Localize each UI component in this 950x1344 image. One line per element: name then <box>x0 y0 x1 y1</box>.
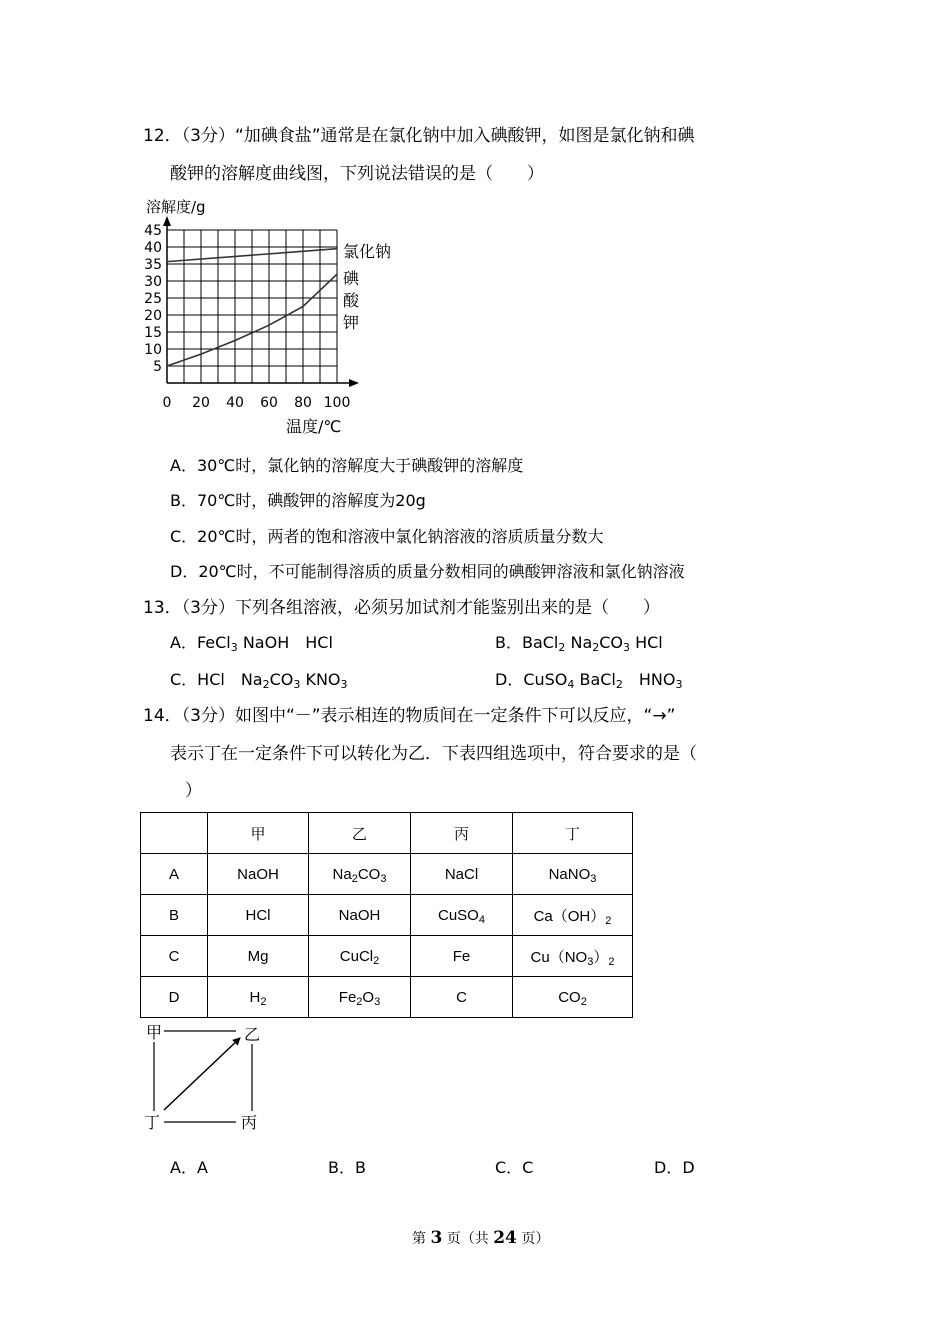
x-tick-label: 40 <box>226 395 244 411</box>
y-tick-label: 30 <box>144 274 162 290</box>
table-cell: B <box>141 895 208 936</box>
q13-option-b: B．BaCl$_2$ $Na_2CO_3$ HCl <box>495 633 663 654</box>
y-tick-label: 20 <box>144 308 162 324</box>
x-tick-label: 100 <box>323 395 351 411</box>
table-row <box>141 854 633 895</box>
y-axis-arrow <box>163 216 171 226</box>
page-number: 3 <box>430 1228 443 1248</box>
solubility-chart <box>140 195 410 440</box>
x-tick-label: 80 <box>294 395 312 411</box>
header-cell: 甲 <box>208 813 309 854</box>
table-cell: $Ca(OH)_2$ <box>513 895 633 936</box>
y-tick-label: 15 <box>144 325 162 341</box>
header-cell <box>141 813 208 854</box>
q14-answer-d: D．D <box>654 1158 695 1177</box>
q12-stem-line1: 12．（3分）“加碘食盐”通常是在氯化钠中加入碘酸钾，如图是氯化钠和碘 <box>143 126 695 146</box>
table-row <box>141 895 633 936</box>
table-cell: $Cu(NO_3)_2$ <box>513 936 633 977</box>
q14-answer-b: B．B <box>328 1158 366 1177</box>
arrow-ding-to-yi <box>164 1038 240 1110</box>
table-cell: $H_2$ <box>208 977 309 1018</box>
table-cell: D <box>141 977 208 1018</box>
table-cell: NaNO$_3$ <box>513 854 633 895</box>
table-cell: $Na_2CO_3$ <box>309 854 411 895</box>
node-jia: 甲 <box>146 1023 163 1042</box>
node-yi: 乙 <box>244 1025 261 1044</box>
y-tick-label: 45 <box>144 223 162 239</box>
q13-option-d: D．CuSO$_4$ BaCl$_2$ $HNO_3$ <box>495 670 683 691</box>
chart-axes <box>163 216 359 387</box>
y-tick-label: 35 <box>144 257 162 273</box>
x-tick-label: 0 <box>162 395 172 411</box>
q12-option-c: C．20℃时，两者的饱和溶液中氯化钠溶液的溶质质量分数大 <box>170 527 604 546</box>
table-cell: CuSO$_4$ <box>411 895 513 936</box>
kio3-label-char-1: 碘 <box>343 269 360 288</box>
q14-stem-line3: ） <box>185 781 202 801</box>
table-cell: CuCl$_2$ <box>309 936 411 977</box>
kio3-label-char-3: 钾 <box>343 313 360 332</box>
table-cell: NaOH <box>309 895 411 936</box>
q12-option-b: B．70℃时，碘酸钾的溶解度为20g <box>170 491 426 510</box>
header-cell: 乙 <box>309 813 411 854</box>
q13-stem: 13．（3分）下列各组溶液，必须另加试剂才能鉴别出来的是（ ） <box>143 598 660 618</box>
chart-grid <box>167 230 337 383</box>
table-cell: NaCl <box>411 854 513 895</box>
q14-answer-c: C．C <box>495 1158 534 1177</box>
table-row <box>141 977 633 1018</box>
table-cell: $CO_2$ <box>513 977 633 1018</box>
y-tick-label: 40 <box>144 240 162 256</box>
x-axis-arrow <box>349 379 359 387</box>
y-tick-label: 25 <box>144 291 162 307</box>
q14-stem-line1: 14．（3分）如图中“－”表示相连的物质间在一定条件下可以反应，“→” <box>143 706 676 726</box>
node-bing: 丙 <box>241 1113 258 1132</box>
node-ding: 丁 <box>144 1113 161 1132</box>
q14-answer-a: A．A <box>170 1158 208 1177</box>
table-cell: A <box>141 854 208 895</box>
nacl-curve-label: 氯化钠 <box>343 242 392 261</box>
header-cell: 丁 <box>513 813 633 854</box>
table-cell: C <box>141 936 208 977</box>
table-cell: NaOH <box>208 854 309 895</box>
kio3-label-char-2: 酸 <box>343 291 360 310</box>
y-axis-label: 溶解度/g <box>146 198 206 216</box>
q13-option-a: A．FeCl$_3$ NaOH HCl <box>170 633 333 654</box>
table-cell: C <box>411 977 513 1018</box>
q12-stem-line2: 酸钾的溶解度曲线图，下列说法错误的是（ ） <box>170 164 544 184</box>
x-tick-label: 60 <box>260 395 278 411</box>
y-tick-label: 10 <box>144 342 162 358</box>
q13-option-c: C．HCl $Na_2CO_3$ $KNO_3$ <box>170 670 348 691</box>
header-cell: 丙 <box>411 813 513 854</box>
table-cell: $Fe_2O_3$ <box>309 977 411 1018</box>
table-cell: HCl <box>208 895 309 936</box>
y-tick-label: 5 <box>153 359 162 375</box>
q14-options-table <box>140 812 633 1018</box>
table-cell: Fe <box>411 936 513 977</box>
x-axis-label: 温度/℃ <box>286 417 342 436</box>
reaction-diagram <box>140 1018 280 1138</box>
table-row <box>141 936 633 977</box>
q12-option-d: D．20℃时，不可能制得溶质的质量分数相同的碘酸钾溶液和氯化钠溶液 <box>170 562 685 581</box>
x-tick-label: 20 <box>192 395 210 411</box>
q12-option-a: A．30℃时，氯化钠的溶解度大于碘酸钾的溶解度 <box>170 456 524 475</box>
q14-stem-line2: 表示丁在一定条件下可以转化为乙．下表四组选项中，符合要求的是（ <box>170 744 697 764</box>
table-cell: Mg <box>208 936 309 977</box>
page-total: 24 <box>493 1228 517 1248</box>
page-footer: 第 3 页（共 24 页） <box>412 1228 550 1248</box>
table-header-row <box>141 813 633 854</box>
